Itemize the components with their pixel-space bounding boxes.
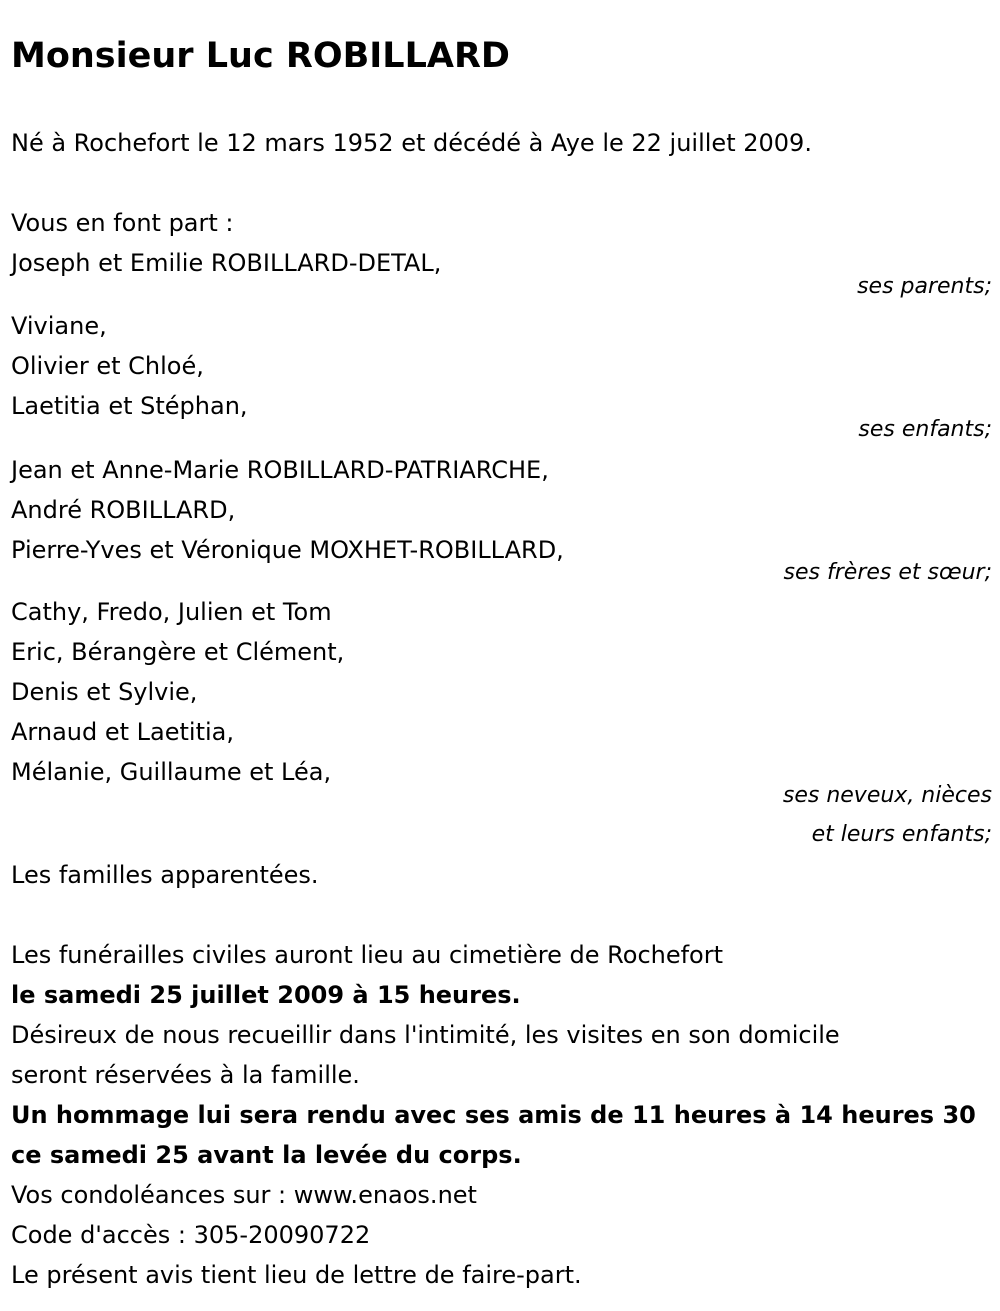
nephew-name: Denis et Sylvie, <box>11 678 198 706</box>
child-name: Olivier et Chloé, <box>11 352 204 380</box>
funeral-date: le samedi 25 juillet 2009 à 15 heures. <box>11 981 521 1009</box>
child-name: Viviane, <box>11 312 107 340</box>
birth-death-line: Né à Rochefort le 12 mars 1952 et décédé à Aye le 22 juillet 2009. <box>11 129 812 157</box>
parent-name: Joseph et Emilie ROBILLARD-DETAL, <box>11 249 442 277</box>
nephew-name: Eric, Bérangère et Clément, <box>11 638 345 666</box>
nephew-name: Mélanie, Guillaume et Léa, <box>11 758 332 786</box>
related-families: Les familles apparentées. <box>11 861 319 889</box>
siblings-role: ses frères et sœur; <box>783 560 992 585</box>
sibling-name: André ROBILLARD, <box>11 496 236 524</box>
nephews-role: et leurs enfants; <box>811 822 992 847</box>
visits-info: seront réservées à la famille. <box>11 1061 360 1089</box>
child-name: Laetitia et Stéphan, <box>11 392 248 420</box>
parents-role: ses parents; <box>857 274 992 299</box>
notice-title: Monsieur Luc ROBILLARD <box>11 36 510 76</box>
access-code-line: Code d'accès : 305-20090722 <box>11 1221 371 1249</box>
nephew-name: Cathy, Fredo, Julien et Tom <box>11 598 332 626</box>
tribute-info: Un hommage lui sera rendu avec ses amis de 11 heures à 14 heures 30 <box>11 1101 976 1129</box>
condolences-line: Vos condoléances sur : www.enaos.net <box>11 1181 477 1209</box>
sibling-name: Pierre-Yves et Véronique MOXHET-ROBILLARD, <box>11 536 564 564</box>
sibling-name: Jean et Anne-Marie ROBILLARD-PATRIARCHE, <box>11 456 549 484</box>
nephews-role: ses neveux, nièces <box>782 783 992 808</box>
visits-info: Désireux de nous recueillir dans l'intimité, les visites en son domicile <box>11 1021 840 1049</box>
announcement-intro: Vous en font part : <box>11 209 234 237</box>
tribute-info: ce samedi 25 avant la levée du corps. <box>11 1141 522 1169</box>
funeral-place: Les funérailles civiles auront lieu au cimetière de Rochefort <box>11 941 724 969</box>
nephew-name: Arnaud et Laetitia, <box>11 718 234 746</box>
children-role: ses enfants; <box>858 417 992 442</box>
closing-line: Le présent avis tient lieu de lettre de faire-part. <box>11 1261 582 1289</box>
